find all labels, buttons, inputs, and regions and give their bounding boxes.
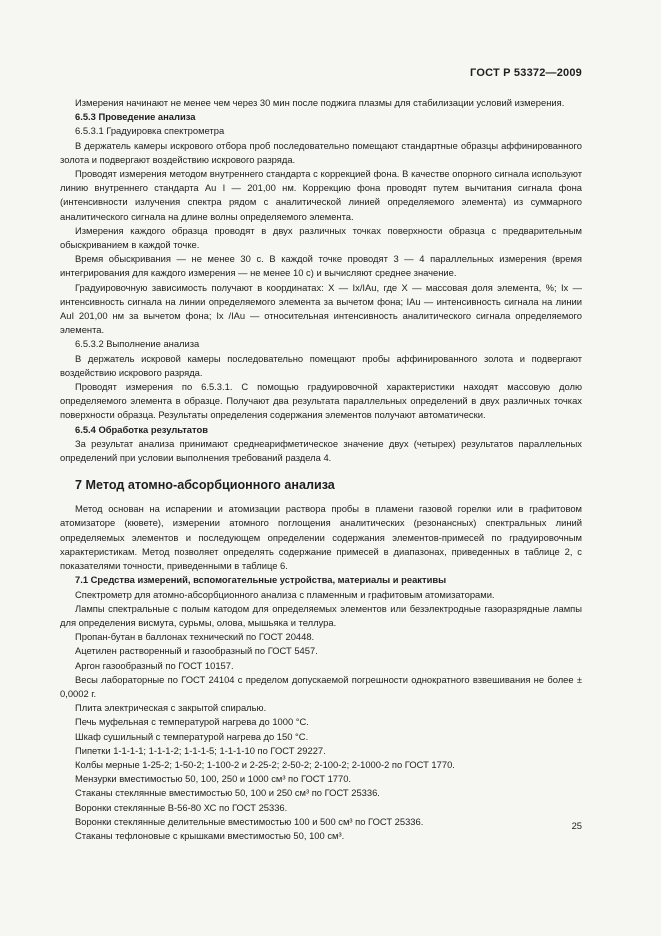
list-item: Стаканы тефлоновые с крышками вместимостью 50, 100 см³. [75,829,345,841]
body-text [60,96,582,843]
paragraph: В держатель искровой камеры последовательно помещают пробы аффинированного золота и подвергают воздействию искрового разряда. [60,352,582,378]
list-item: Мензурки вместимостью 50, 100, 250 и 1000 см³ по ГОСТ 1770. [75,773,352,785]
subsection-heading: 6.5.3 Проведение анализа [75,111,196,123]
paragraph: Проводят измерения методом внутреннего стандарта с коррекцией фона. В качестве опорного сигнала используют линию внутреннего стандарта Au I — 201,00 нм. Коррекцию фона проводят путем вычитания сигнала фона (интенсивности излучения спектра рядом с аналитической линией определяемого элемента) из суммарного аналитического сигнала на длине волны определяемого элемента. [60,168,582,222]
paragraph: В держатель камеры искрового отбора проб последовательно помещают стандартные образцы аффинированного золота и подвергают воздействию искрового разряда. [60,139,582,165]
subsection-heading: 7.1 Средства измерений, вспомогательные устройства, материалы и реактивы [75,574,447,586]
list-item: Шкаф сушильный с температурой нагрева до 150 °С. [75,730,309,742]
standard-header: ГОСТ Р 53372—2009 [470,67,582,79]
list-item: Ацетилен растворенный и газообразный по ГОСТ 5457. [75,645,318,657]
list-item: Пипетки 1-1-1-1; 1-1-1-2; 1-1-1-5; 1-1-1-10 по ГОСТ 29227. [75,744,326,756]
paragraph: Метод основан на испарении и атомизации раствора пробы в пламени газовой горелки или в графитовом атомизаторе (кювете), измерении атомного поглощения аналитических (резонансных) спектральных линий определяемых элементов и последующем определении содержания элементов-примесей по градуировочным характеристикам. Метод позволяет определять содержание примесей в диапазонах, приведенных в таблице 2, с показателями точности, приведенными в таблице 6. [60,503,582,572]
paragraph: Измерения начинают не менее чем через 30 мин после поджига плазмы для стабилизации условий измерения. [75,97,565,108]
list-item: Воронки стеклянные В-56-80 ХС по ГОСТ 25336. [75,801,288,813]
paragraph: За результат анализа принимают среднеарифметическое значение двух (четырех) результатов параллельных определений при условии выполнения требований раздела 4. [60,437,582,464]
paragraph: Измерения каждого образца проводят в двух различных точках поверхности образца с предварительным обыскриванием в каждой точке. [60,224,582,251]
list-item: Стаканы стеклянные вместимостью 50, 100 и 250 см³ по ГОСТ 25336. [75,787,380,799]
section-heading: 7 Метод атомно-абсорбционного анализа [75,478,335,493]
list-item: Печь муфельная с температурой нагрева до 1000 °С. [75,716,309,728]
list-item: Спектрометр для атомно-абсорбционного анализа с пламенным и графитовым атомизаторами. [75,588,495,600]
paragraph: Градуировочную зависимость получают в координатах: X — Ix/IAu, где X — массовая доля элемента, %; Ix — интенсивность сигнала на линии определяемого элемента за вычетом фона; IAu — интенсивность сигнала на линии AuI 201,00 нм за вычетом фона; Ix /IAu — относительная интенсивность аналитического сигнала определяемого элемента. [60,281,582,336]
list-item: Лампы спектральные с полым катодом для определяемых элементов или безэлектродные газоразрядные лампы для определения висмута, сурьмы, олова, мышьяка и теллура. [60,602,582,628]
paragraph: Проводят измерения по 6.5.3.1. С помощью градуировочной характеристики находят массовую долю определяемого элемента в образце. Получают два результата параллельных определений в двух различных точках поверхности образца. Результаты определения содержания элементов получают автоматически. [60,381,582,421]
subsubsection-heading: 6.5.3.1 Градуировка спектрометра [75,125,225,137]
list-item: Аргон газообразный по ГОСТ 10157. [75,659,234,671]
list-item: Воронки стеклянные делительные вместимостью 100 и 500 см³ по ГОСТ 25336. [75,815,424,827]
subsubsection-heading: 6.5.3.2 Выполнение анализа [75,338,200,350]
list-item: Весы лабораторные по ГОСТ 24104 с пределом допускаемой погрешности однократного взвешивания не более ± 0,0002 г. [60,673,582,699]
paragraph: Время обыскривания — не менее 30 с. В каждой точке проводят 3 — 4 параллельных измерения (время интегрирования для каждого измерения — не менее 10 с) и вычисляют среднее значение. [60,253,582,279]
subsection-heading: 6.5.4 Обработка результатов [75,423,208,435]
list-item: Плита электрическая с закрытой спиралью. [75,702,267,714]
list-item: Колбы мерные 1-25-2; 1-50-2; 1-100-2 и 2-25-2; 2-50-2; 2-100-2; 2-1000-2 по ГОСТ 1770. [75,758,455,770]
page-number: 25 [571,820,582,831]
list-item: Пропан-бутан в баллонах технический по ГОСТ 20448. [75,631,315,643]
